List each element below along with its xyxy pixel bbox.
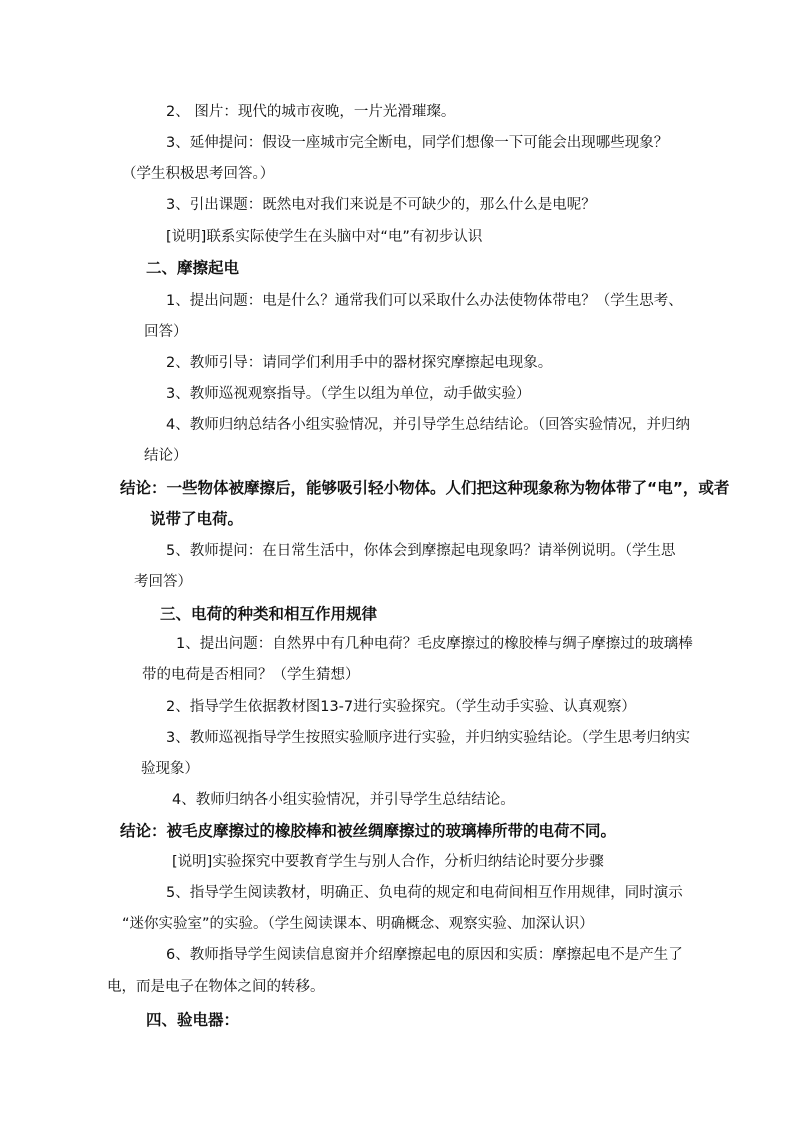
text-line: 1、提出问题：自然界中有几种电荷？毛皮摩擦过的橡胶棒与绸子摩擦过的玻璃棒: [176, 636, 693, 652]
text-line: 验现象）: [141, 761, 199, 777]
text-line: 6、教师指导学生阅读信息窗并介绍摩擦起电的原因和实质：摩擦起电不是产生了: [166, 947, 683, 963]
text-line: 2、 图片：现代的城市夜晚，一片光滑璀璨。: [166, 104, 456, 120]
text-line: 1、提出问题：电是什么？通常我们可以采取什么办法使物体带电？（学生思考、: [166, 293, 683, 309]
text-line: 电，而是电子在物体之间的转移。: [107, 979, 325, 995]
text-line: “迷你实验室”的实验。（学生阅读课本、明确概念、观察实验、加深认识）: [122, 916, 594, 932]
text-line: 3、延伸提问：假设一座城市完全断电，同学们想像一下可能会出现哪些现象？: [166, 135, 669, 151]
text-line: 2、教师引导：请同学们利用手中的器材探究摩擦起电现象。: [166, 355, 553, 371]
conclusion-line: 结论：一些物体被摩擦后，能够吸引轻小物体。人们把这种现象称为物体带了“电”，或者: [120, 479, 730, 497]
section-heading: 三、电荷的种类和相互作用规律: [160, 605, 378, 623]
text-line: 3、引出课题：既然电对我们来说是不可缺少的，那么什么是电呢？: [166, 197, 596, 213]
text-line: （学生积极思考回答。）: [122, 166, 275, 182]
text-line: 3、教师巡视观察指导。（学生以组为单位，动手做实验）: [166, 386, 531, 402]
conclusion-line: 结论：被毛皮摩擦过的橡胶棒和被丝绸摩擦过的玻璃棒所带的电荷不同。: [120, 822, 617, 840]
text-line: 2、指导学生依据教材图13-7进行实验探究。（学生动手实验、认真观察）: [166, 699, 636, 715]
conclusion-line: 说带了电荷。: [150, 510, 244, 528]
text-line: 5、教师提问：在日常生活中，你体会到摩擦起电现象吗？请举例说明。（学生思: [166, 543, 676, 559]
text-line: 4、教师归纳总结各小组实验情况，并引导学生总结结论。（回答实验情况，并归纳: [166, 417, 690, 433]
text-line: 5、指导学生阅读教材，明确正、负电荷的规定和电荷间相互作用规律，同时演示: [166, 885, 683, 901]
text-line: 4、教师归纳各小组实验情况，并引导学生总结结论。: [172, 792, 515, 808]
section-heading: 四、验电器：: [146, 1011, 240, 1029]
note-line: [说明]联系实际使学生在头脑中对“电”有初步认识: [166, 229, 483, 245]
text-line: 带的电荷是否相同？（学生猜想）: [142, 667, 360, 683]
note-line: [说明]实验探究中要教育学生与别人合作，分析归纳结论时要分步骤: [172, 854, 604, 870]
text-line: 3、教师巡视指导学生按照实验顺序进行实验，并归纳实验结论。（学生思考归纳实: [166, 730, 690, 746]
text-line: 考回答）: [134, 574, 192, 590]
text-line: 回答）: [144, 324, 188, 340]
text-line: 结论）: [144, 448, 188, 464]
section-heading: 二、摩擦起电: [146, 259, 240, 277]
